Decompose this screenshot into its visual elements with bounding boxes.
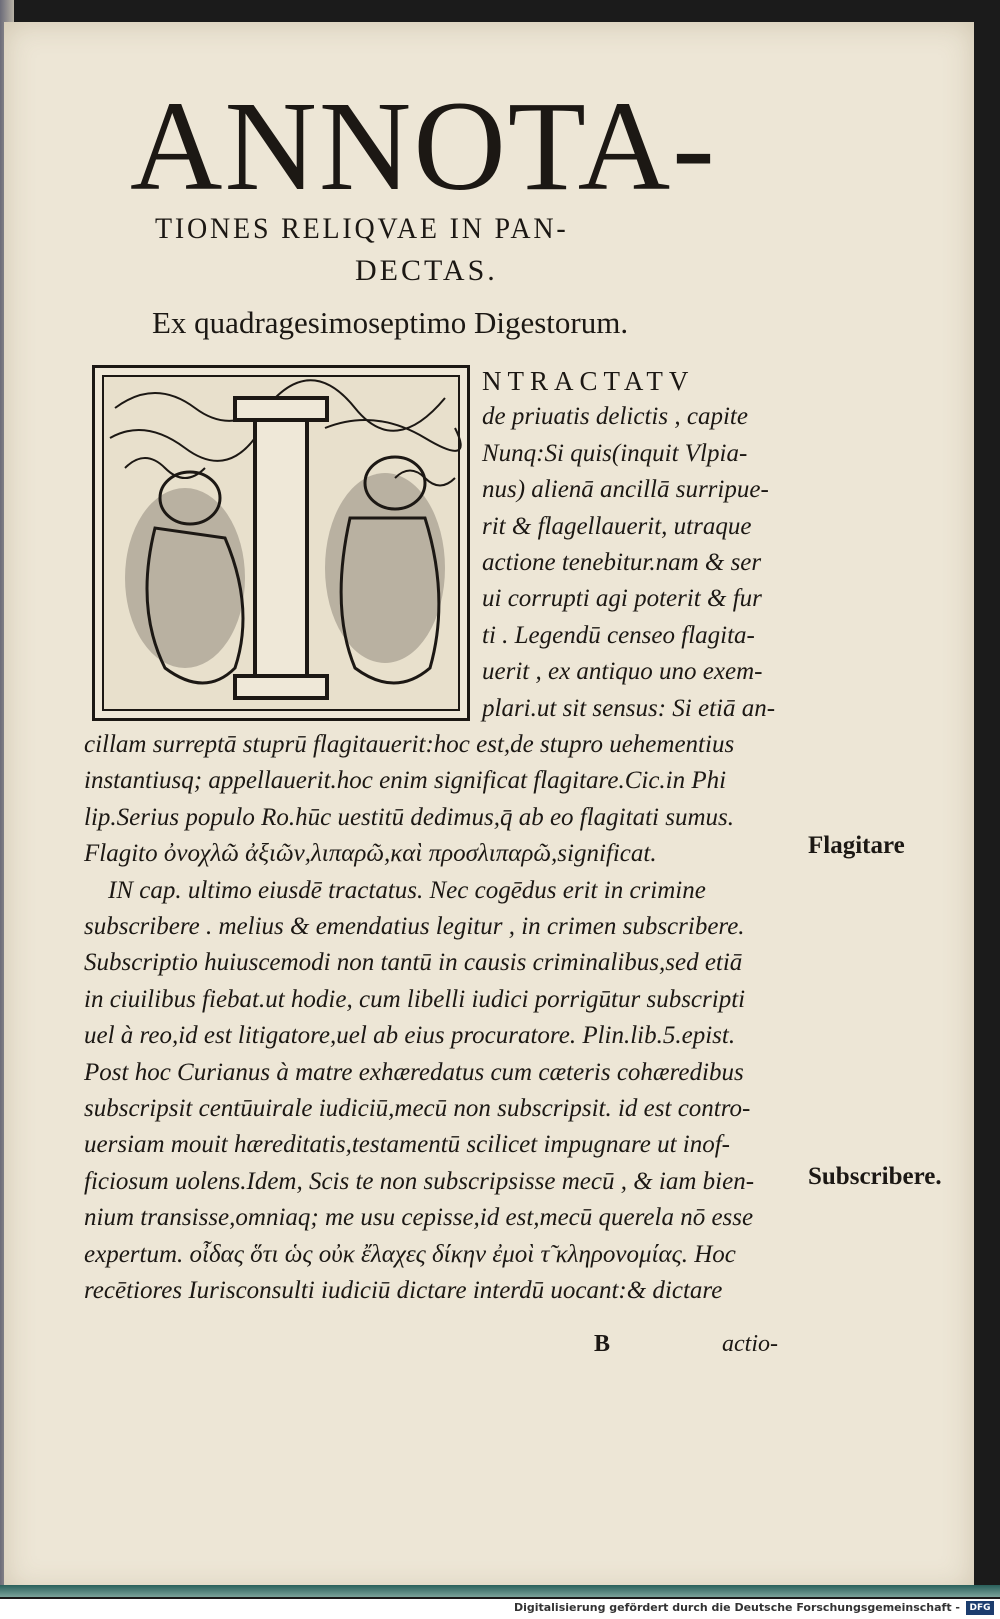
text-line: uersiam mouit hæreditatis,testamentū scilicet impugnare ut inof- — [84, 1131, 731, 1158]
text-line: ti . Legendū censeo flagita- — [482, 622, 755, 649]
scanner-bottom-edge — [0, 1585, 1000, 1597]
text-line: Flagito ὀνοχλῶ ἀξιῶν,λιπαρῶ,καὶ προσλιπαρῶ,significat. — [84, 840, 657, 867]
page-title: ANNOTA- — [130, 75, 717, 217]
text-line: actione tenebitur.nam & ser — [482, 549, 762, 576]
text-line: ficiosum uolens.Idem, Scis te non subscripsisse mecū , & iam bien- — [84, 1168, 755, 1195]
decorated-initial-woodcut-icon — [95, 368, 467, 718]
text-line: nus) alienā ancillā surripue- — [482, 476, 769, 503]
footer-credit: Digitalisierung gefördert durch die Deutsche Forschungsgemeinschaft - — [513, 1601, 960, 1614]
text-line: rit & flagellauerit, utraque — [482, 513, 752, 540]
text-line: instantiusq; appellauerit.hoc enim significat flagitare.Cic.in Phi — [84, 767, 727, 794]
text-line: in ciuilibus fiebat.ut hodie, cum libelli iudici porrigūtur subscripti — [84, 986, 746, 1013]
margin-note: Flagitare — [808, 832, 905, 859]
text-line: ui corrupti agi poterit & fur — [482, 585, 762, 612]
decorated-initial — [92, 365, 470, 721]
text-line: NTRACTATV — [482, 366, 695, 396]
text-line: subscripsit centūuirale iudiciū,mecū non subscripsit. id est contro- — [84, 1095, 751, 1122]
text-line: uerit , ex antiquo uno exem- — [482, 658, 763, 685]
section-heading: Ex quadragesimoseptimo Digestorum. — [152, 305, 629, 340]
text-line: lip.Serius populo Ro.hūc uestitū dedimus,q̄ ab eo flagitati sumus. — [84, 804, 734, 831]
text-line: de priuatis delictis , capite — [482, 403, 748, 430]
text-line: cillam surreptā stuprū flagitauerit:hoc est,de stupro uehementius — [84, 731, 735, 758]
subtitle-line-1: TIONES RELIQVAE IN PAN- — [155, 212, 569, 245]
margin-note: Subscribere. — [808, 1163, 942, 1190]
text-line: Nunq:Si quis(inquit Vlpia- — [482, 440, 748, 467]
text-line: nium transisse,omniaq; me usu cepisse,id est,mecū querela nō esse — [84, 1204, 754, 1231]
text-line: subscribere . melius & emendatius legitur , in crimen subscribere. — [84, 913, 745, 940]
subtitle-line-2: DECTAS. — [355, 254, 498, 287]
text-line: plari.ut sit sensus: Si etiā an- — [482, 695, 776, 722]
text-line: uel à reo,id est litigatore,uel ab eius procuratore. Plin.lib.5.epist. — [84, 1022, 736, 1049]
signature-mark: B — [594, 1331, 611, 1357]
text-line: Post hoc Curianus à matre exhæredatus cum cæteris cohæredibus — [84, 1059, 744, 1086]
text-line: Subscriptio huiuscemodi non tantū in causis criminalibus,sed etiā — [84, 949, 743, 976]
dfg-logo-icon: DFG — [966, 1601, 994, 1615]
catchword: actio- — [722, 1331, 778, 1357]
text-line: IN cap. ultimo eiusdē tractatus. Nec cogēdus erit in crimine — [108, 877, 706, 904]
text-line: expertum. οἶδας ὅτι ὡς οὐκ ἔλαχες δίκην ἐμοὶ τ̃ κληρονομίας. Hoc — [84, 1241, 736, 1268]
text-line: recētiores Iurisconsulti iudiciū dictare interdū uocant:& dictare — [84, 1277, 723, 1304]
